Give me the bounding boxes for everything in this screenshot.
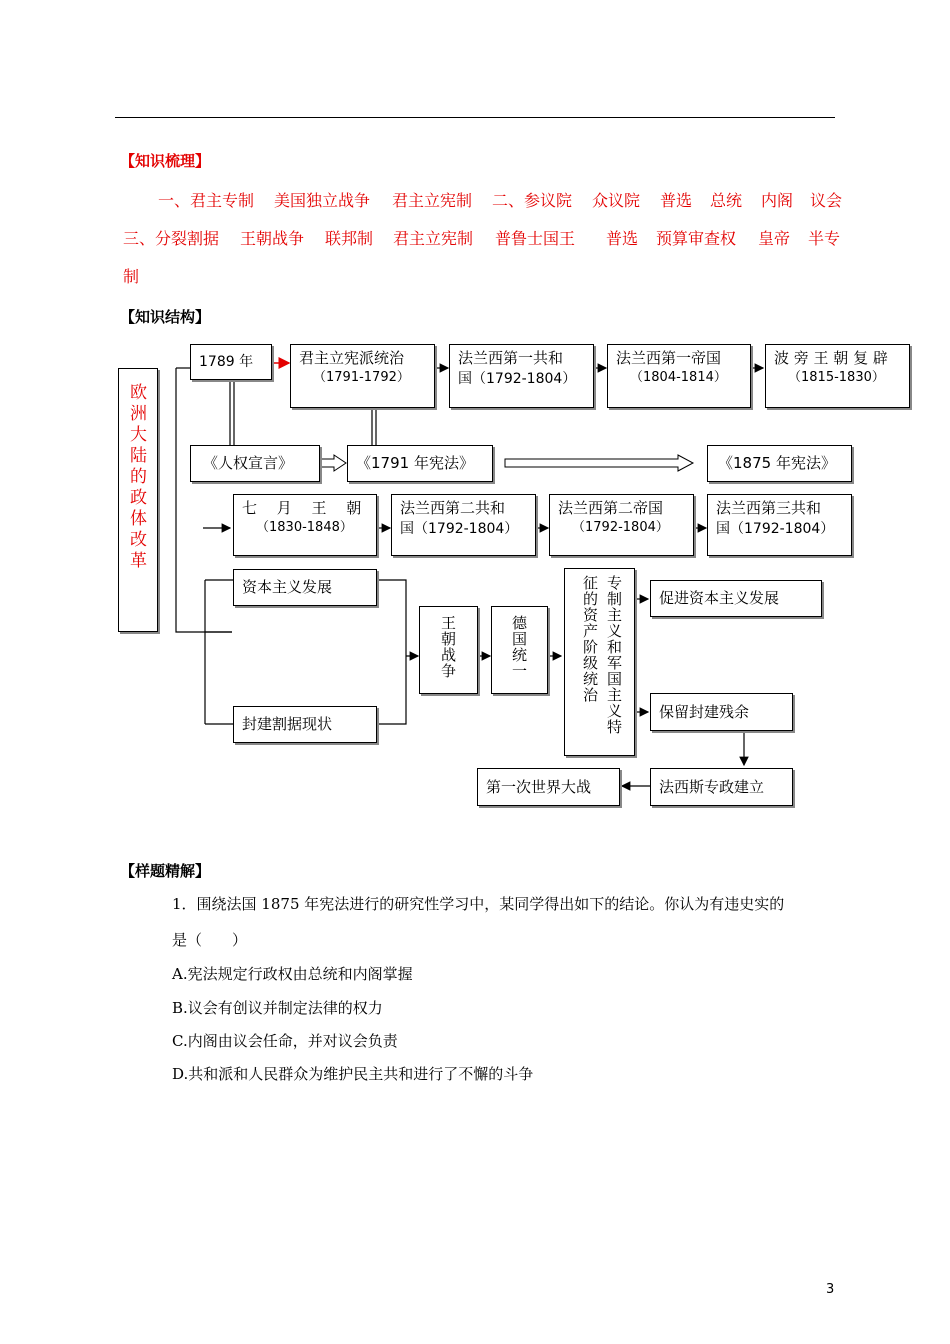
box-years: 国（1792-1804） <box>400 521 519 537</box>
box-years: （1792-1804） <box>572 520 669 535</box>
box-second-republic <box>391 494 536 556</box>
box-promote-capitalism: 促进资本主义发展 <box>650 580 822 617</box>
heading-knowledge-structure: 【知识结构】 <box>120 308 211 326</box>
option-c: C.内阁由议会任命，并对议会负责 <box>172 1032 398 1050</box>
box-july-monarchy <box>233 494 377 556</box>
box-third-republic <box>707 494 852 556</box>
box-title: 法兰西第一帝国 <box>616 349 722 367</box>
option-a: A.宪法规定行政权由总统和内阁掌握 <box>172 965 413 983</box>
question-stem: 1．围绕法国 1875 年宪法进行的研究性学习中，某同学得出如下的结论。你认为有违史实的 <box>172 895 785 913</box>
box-years: （1791-1792） <box>313 370 410 385</box>
box-1789: 1789 年 <box>190 344 272 380</box>
box-capitalism-development: 资本主义发展 <box>233 569 377 606</box>
diagram-side-title: 欧洲大陆的政体改革 <box>118 368 158 632</box>
review-item: 君主立宪制 <box>392 191 473 210</box>
box-world-war-one: 第一次世界大战 <box>477 768 620 806</box>
review-item: 半专 <box>808 229 841 248</box>
box-1791-constitution: 《1791 年宪法》 <box>347 445 493 482</box>
box-rights-declaration: 《人权宣言》 <box>190 445 320 482</box>
box-first-empire <box>607 344 751 408</box>
box-feudal-remnants: 保留封建残余 <box>650 693 793 731</box>
box-1875-constitution: 《1875 年宪法》 <box>707 445 852 482</box>
box-years: （1815-1830） <box>788 370 885 385</box>
review-item: 三、分裂割据 <box>123 229 220 248</box>
box-title: 君主立宪派统治 <box>299 349 405 367</box>
box-constitutional-rule <box>290 344 435 408</box>
page-number: 3 <box>826 1282 835 1297</box>
box-feudal-division: 封建割据现状 <box>233 706 377 743</box>
review-item: 预算审查权 <box>656 229 737 248</box>
heading-knowledge-review: 【知识梳理】 <box>120 152 211 170</box>
review-item: 王朝战争 <box>240 229 305 248</box>
box-autocratic-bourgeois-rule: 专制主义和军国主义特征的资产阶级统治 <box>564 568 635 756</box>
review-item: 君主立宪制 <box>393 229 474 248</box>
box-title: 法兰西第二共和 <box>400 499 506 517</box>
review-item: 联邦制 <box>325 229 374 248</box>
review-item: 普选 <box>606 229 639 248</box>
box-first-republic <box>449 344 594 408</box>
heading-examples: 【样题精解】 <box>120 862 211 880</box>
box-years: （1830-1848） <box>256 520 353 535</box>
option-d: D.共和派和人民群众为维护民主共和进行了不懈的斗争 <box>172 1065 534 1083</box>
box-title: 七 月 王 朝 <box>242 499 362 517</box>
review-item: 一、君主专制 <box>158 191 255 210</box>
review-item: 普鲁士国王 <box>495 229 576 248</box>
box-title: 法兰西第一共和 <box>458 349 564 367</box>
box-years: （1804-1814） <box>630 370 727 385</box>
review-item: 二、参议院 <box>492 191 573 210</box>
review-item: 美国独立战争 <box>274 191 371 210</box>
review-item: 普选 <box>660 191 693 210</box>
box-years: 国（1792-1804） <box>458 371 577 387</box>
box-years: 国（1792-1804） <box>716 521 835 537</box>
question-stem-cont: 是（ ） <box>172 931 248 949</box>
box-dynastic-war: 王朝战争 <box>419 606 478 694</box>
box-title: 法兰西第三共和 <box>716 499 822 517</box>
review-item: 制 <box>123 267 140 286</box>
box-second-empire <box>549 494 694 556</box>
review-item: 内阁 <box>761 191 794 210</box>
option-b: B.议会有创议并制定法律的权力 <box>172 999 383 1017</box>
box-bourbon-restoration <box>765 344 910 408</box>
review-item: 总统 <box>710 191 743 210</box>
review-item: 皇帝 <box>758 229 791 248</box>
review-item: 众议院 <box>592 191 641 210</box>
box-title: 法兰西第二帝国 <box>558 499 664 517</box>
box-title: 波 旁 王 朝 复 辟 <box>774 349 888 367</box>
review-item: 议会 <box>810 191 843 210</box>
box-fascist-dictatorship: 法西斯专政建立 <box>650 768 793 806</box>
box-german-unification: 德国统一 <box>491 606 548 694</box>
